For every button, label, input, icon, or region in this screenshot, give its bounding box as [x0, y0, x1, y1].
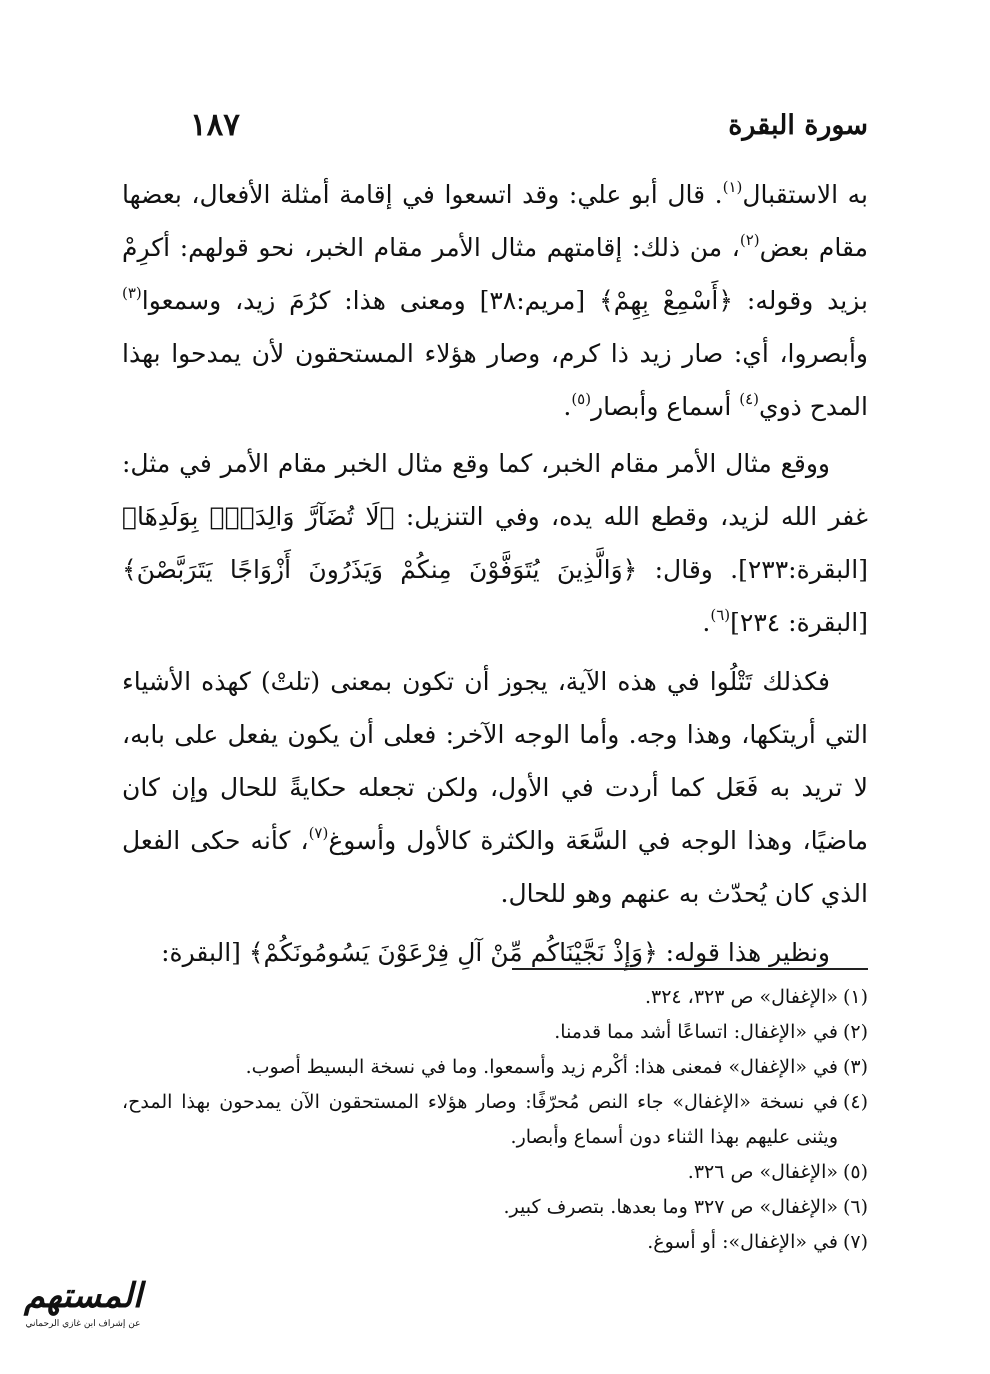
- page-number: ١٨٧: [190, 107, 240, 143]
- footnote-ref-3[interactable]: (٣): [122, 284, 142, 302]
- footnote-text: «الإغفال» ص ٣٢٣، ٣٢٤.: [644, 986, 838, 1008]
- footnote-number: (٢): [842, 1021, 868, 1043]
- footnote-ref-5[interactable]: (٥): [571, 390, 592, 408]
- footnote-number: (٣): [842, 1056, 868, 1078]
- footnote-item: [122, 1050, 868, 1085]
- footnote-ref-6[interactable]: (٦): [710, 606, 731, 624]
- footnote-ref-1[interactable]: (١): [722, 178, 743, 196]
- footnote-item: [122, 1225, 868, 1260]
- paragraph-4: [122, 926, 868, 979]
- footnote-text: «الإغفال» ص ٣٢٦.: [687, 1161, 838, 1183]
- text-segment: وأبصروا، أي: صار زيد ذا كرم، وصار هؤلاء المستحقون لأن يمدحوا بهذا المدح ذوي: [122, 339, 868, 421]
- footnote-ref-4[interactable]: (٤): [739, 390, 759, 408]
- text-segment: أسماع وأبصار: [591, 392, 740, 421]
- footnote-number: (٦): [842, 1196, 868, 1218]
- text-segment: ووقع مثال الأمر مقام الخبر، كما وقع مثال الخبر مقام الأمر في مثل: غفر الله لزيد، وقطع الله يده، وفي التنزيل: ﴿لَا تُضَآرَّ وَالِدَةٌۢ بِوَلَدِهَا﴾ [البقرة:٢٣٣]. وقال: ﴿وَالَّذِينَ يُتَوَفَّوْنَ مِنكُمْ وَيَذَرُونَ أَزْوَاجًا يَتَرَبَّصْنَ﴾ [البقرة: ٢٣٤]: [122, 449, 868, 637]
- surah-title: سورة البقرة: [728, 109, 868, 141]
- paragraph-1: [122, 168, 868, 433]
- footnote-separator: [512, 968, 868, 970]
- footnote-ref-7[interactable]: (٧): [308, 824, 329, 842]
- footnote-number: (٤): [842, 1091, 868, 1113]
- publisher-stamp-logo: [8, 1274, 158, 1354]
- footnote-number: (٥): [842, 1161, 868, 1183]
- text-segment: ، كأنه حكى الفعل الذي كان يُحدّث به عنهم وهو للحال.: [122, 826, 868, 908]
- stamp-subtitle: عن إشراف ابن غازي الرحماني: [25, 1319, 141, 1329]
- text-segment: ونظير هذا قوله: ﴿وَإِذْ نَجَّيْنَاكُم مِّنْ آلِ فِرْعَوْنَ يَسُومُونَكُمْ﴾ [البقرة:: [161, 938, 830, 967]
- text-segment: . قال أبو علي: وقد اتسعوا في إقامة أمثلة الأفعال، بعضها مقام بعض: [122, 180, 868, 262]
- footnote-text: «الإغفال» ص ٣٢٧ وما بعدها. بتصرف كبير.: [503, 1196, 838, 1218]
- text-segment: فكذلك تَتْلُوا في هذه الآية، يجوز أن تكون بمعنى (تلتْ) كهذه الأشياء التي أريتكها، وهذا وجه. وأما الوجه الآخر: فعلى أن يكون يفعل على بابه، لا تريد به فَعَل كما أردت في الأول، ولكن تجعله حكايةً للحال وإن كان ماضيًا، وهذا الوجه في السَّعَة والكثرة كالأول وأسوغ: [122, 667, 868, 855]
- text-segment: .: [702, 608, 711, 637]
- stamp-title: المستهم: [23, 1276, 143, 1316]
- text-segment: .: [563, 392, 572, 421]
- footnote-number: (٧): [842, 1231, 868, 1253]
- footnote-item: [122, 1155, 868, 1190]
- footnote-text: في «الإغفال» فمعنى هذا: أكْرم زيد وأسمعوا. وما في نسخة البسيط أصوب.: [245, 1056, 838, 1078]
- paragraph-2: [122, 437, 868, 649]
- footnote-text: في «الإغفال: اتساعًا أشد مما قدمنا.: [554, 1021, 838, 1043]
- paragraph-3: [122, 655, 868, 920]
- footnote-item: [122, 1190, 868, 1225]
- footnote-item: [122, 980, 868, 1015]
- page-header: [190, 100, 868, 150]
- footnote-number: (١): [842, 986, 868, 1008]
- text-segment: به الاستقبال: [742, 180, 868, 209]
- footnote-item: [122, 1015, 868, 1050]
- footnote-ref-2[interactable]: (٢): [739, 231, 760, 249]
- footnote-item: [122, 1085, 868, 1155]
- text-segment: ، من ذلك: إقامتهم مثال الأمر مقام الخبر، نحو قولهم: أكرِمْ بزيد وقوله: ﴿أَسْمِعْ بِهِمْ﴾ [مريم:٣٨] ومعنى هذا: كرُمَ زيد، وسمعوا: [122, 233, 869, 315]
- footnote-text: في «الإغفال»: أو أسوغ.: [647, 1231, 838, 1253]
- footnotes: [122, 980, 868, 1260]
- footnote-text: في نسخة «الإغفال» جاء النص مُحرّفًا: وصار هؤلاء المستحقون الآن يمدحون بهذا المدح، ويثنى عليهم بهذا الثناء دون أسماع وأبصار.: [122, 1091, 838, 1148]
- main-text: [122, 168, 868, 979]
